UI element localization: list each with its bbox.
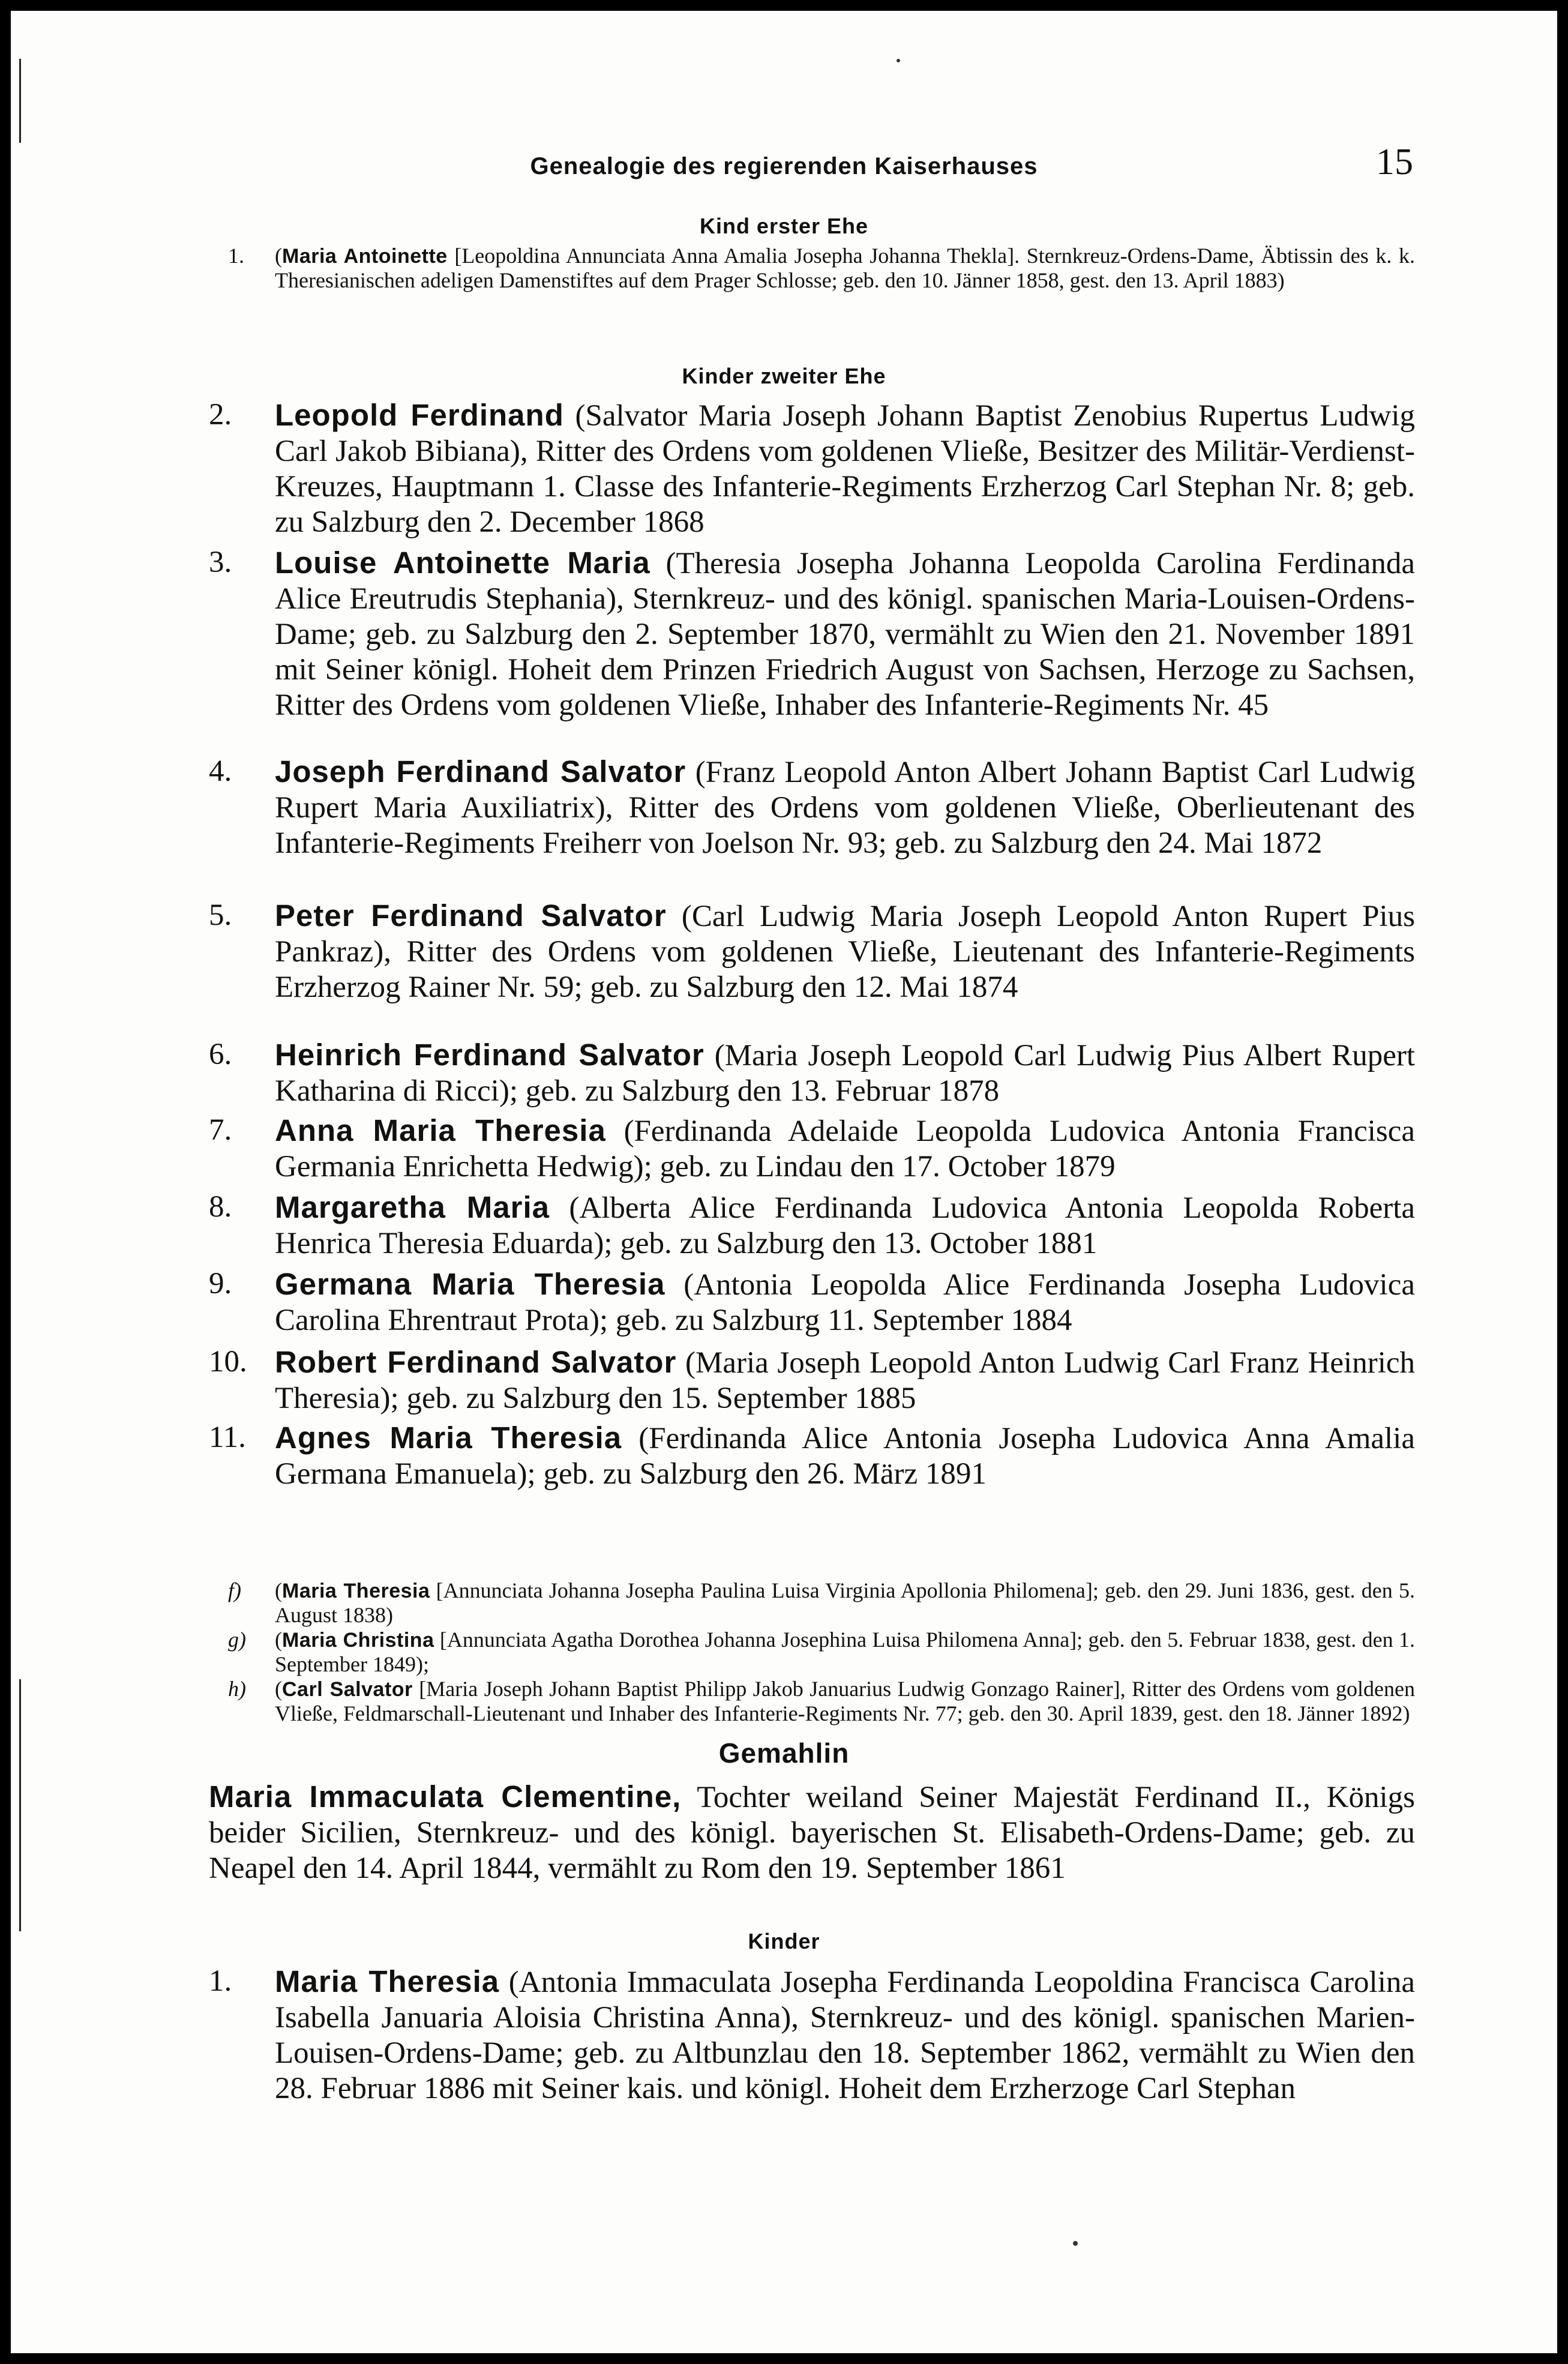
child-details: (Franz Leopold Anton Albert Johann Baptist Carl Ludwig Rupert Maria Auxiliatrix), Ritter des Ordens vom goldenen Vließe, Oberlieutenant des Infanterie-Regiments Freiherr von Joelson Nr. 93; geb. zu Salzburg den 24. Mai 1872: [275, 756, 1415, 860]
entry-number: 7.: [209, 1113, 232, 1147]
print-speck: [897, 59, 900, 62]
child-name: Maria Theresia: [275, 1964, 500, 1999]
entry-number: 1.: [228, 244, 244, 268]
child-name: Robert Ferdinand Salvator: [275, 1345, 677, 1379]
child-details: (Theresia Josepha Johanna Leopolda Carolina Ferdinanda Alice Ereutrudis Stephania), Sternkreuz- und des königl. spanischen Maria-Louisen-Ordens-Dame; geb. zu Salzburg den 2. September 1870, vermählt zu Wien den 21. November 1891 mit Seiner königl. Hoheit dem Prinzen Friedrich August von Sachsen, Herzoge zu Sachsen, Ritter des Ordens vom goldenen Vließe, Inhaber des Infanterie-Regiments Nr. 45: [275, 547, 1415, 722]
child-entry: [209, 1344, 1415, 1416]
child-entry: [209, 545, 1415, 723]
child-entry: [209, 397, 1415, 540]
entry-number: 2.: [209, 398, 232, 432]
entry-number: 8.: [209, 1190, 232, 1224]
sibling-details: [Annunciata Johanna Josepha Paulina Luisa Virginia Apollonia Philomena]; geb. den 29. Juni 1836, gest. den 5. August 1838): [275, 1578, 1415, 1627]
child-details: (Alberta Alice Ferdinanda Ludovica Antonia Leopolda Roberta Henrica Theresia Eduarda); geb. zu Salzburg den 13. October 1881: [275, 1191, 1415, 1260]
child-entry: [209, 1266, 1416, 1338]
child-entry: [209, 1190, 1415, 1262]
child-name: Joseph Ferdinand Salvator: [275, 754, 686, 789]
child-name: Agnes Maria Theresia: [275, 1421, 622, 1455]
sibling-name: Maria Theresia: [282, 1580, 430, 1602]
consort-entry: [209, 1779, 1415, 1886]
running-header-title: Genealogie des regierenden Kaiserhauses: [530, 153, 1038, 179]
child-name: Germana Maria Theresia: [275, 1267, 665, 1301]
child-name: Maria Antoinette: [282, 245, 448, 268]
entry-letter: f): [228, 1578, 241, 1602]
section-heading-consort: Gemahlin: [718, 1737, 850, 1769]
entry-number: 4.: [209, 754, 232, 788]
entry-number: 9.: [209, 1267, 232, 1301]
child-details: [Leopoldina Annunciata Anna Amalia Josepha Johanna Thekla]. Sternkreuz-Ordens-Dame, Äbtissin des k. k. Theresianischen adeligen Damenstiftes auf dem Prager Schlosse; geb. den 10. Jänner 1858, gest. den 13. April 1883): [275, 244, 1416, 292]
child-details: (Carl Ludwig Maria Joseph Leopold Anton Rupert Pius Pankraz), Ritter des Ordens vom goldenen Vließe, Lieutenant des Infanterie-Regiments Erzherzog Rainer Nr. 59; geb. zu Salzburg den 12. Mai 1874: [275, 900, 1415, 1004]
child-details: (Antonia Leopolda Alice Ferdinanda Josepha Ludovica Carolina Ehrentraut Prota); geb. zu Salzburg 11. September 1884: [275, 1268, 1416, 1337]
sibling-name: Maria Christina: [282, 1629, 434, 1652]
binding-edge-mark: [19, 59, 21, 143]
child-entry: [209, 1113, 1416, 1185]
child-details: (Ferdinanda Adelaide Leopolda Ludovica Antonia Francisca Germania Enrichetta Hedwig); geb. zu Lindau den 17. October 1879: [275, 1114, 1416, 1184]
print-speck: [1073, 2241, 1078, 2246]
section-heading-first-marriage: Kind erster Ehe: [699, 214, 869, 238]
child-details: (Maria Joseph Leopold Anton Ludwig Carl Franz Heinrich Theresia); geb. zu Salzburg den 15. September 1885: [275, 1346, 1415, 1415]
entry-number: 3.: [209, 546, 232, 579]
entry-letter: h): [228, 1677, 246, 1701]
child-entry: [209, 898, 1415, 1005]
child-details: (Antonia Immaculata Josepha Ferdinanda Leopoldina Francisca Carolina Isabella Januaria Aloisia Christina Anna), Sternkreuz- und des königl. spanischen Marien-Louisen-Ordens-Dame; geb. zu Altbunzlau den 18. September 1862, vermählt zu Wien den 28. Februar 1886 mit Seiner kais. und königl. Hoheit dem Erzherzoge Carl Stephan: [275, 1965, 1415, 2105]
child-name: Anna Maria Theresia: [275, 1113, 606, 1147]
child-name: Margaretha Maria: [275, 1190, 550, 1224]
entry-number: 1.: [209, 1964, 232, 1998]
child-entry: [209, 1964, 1415, 2107]
book-page: [11, 11, 1557, 2353]
sibling-details: [Annunciata Agatha Dorothea Johanna Josephina Luisa Philomena Anna]; geb. den 5. Februar 1838, gest. den 1. September 1849);: [275, 1628, 1415, 1676]
section-heading-consort-children: Kinder: [748, 1929, 820, 1953]
child-entry: [209, 1420, 1415, 1492]
entry-letter: g): [228, 1628, 246, 1652]
section-heading-second-marriage: Kinder zweiter Ehe: [682, 364, 886, 388]
child-name: Peter Ferdinand Salvator: [275, 898, 667, 933]
entry-number: 11.: [209, 1421, 246, 1454]
child-details: (Maria Joseph Leopold Carl Ludwig Pius Albert Rupert Katharina di Ricci); geb. zu Salzburg den 13. Februar 1878: [275, 1039, 1415, 1108]
sibling-entry: g) (Maria Christina [Annunciata Agatha Dorothea Johanna Josephina Luisa Philomena Anna]; geb. den 5. Februar 1838, gest. den 1. September 1849);: [228, 1628, 1415, 1676]
sibling-entry: f) (Maria Theresia [Annunciata Johanna Josepha Paulina Luisa Virginia Apollonia Philomena]; geb. den 29. Juni 1836, gest. den 5. August 1838): [228, 1578, 1415, 1627]
entry-number: 10.: [209, 1345, 247, 1379]
sibling-entry: h) (Carl Salvator [Maria Joseph Johann Baptist Philipp Jakob Januarius Ludwig Gonzago Rainer], Ritter des Ordens vom goldenen Vließe, Feldmarschall-Lieutenant und Inhaber des Infanterie-Regiments Nr. 77; geb. den 30. April 1839, gest. den 18. Jänner 1892): [228, 1677, 1415, 1725]
child-name: Leopold Ferdinand: [275, 398, 564, 432]
child-details: (Ferdinanda Alice Antonia Josepha Ludovica Anna Amalia Germana Emanuela); geb. zu Salzburg den 26. März 1891: [275, 1422, 1415, 1491]
child-entry: [209, 754, 1415, 861]
entry-number: 6.: [209, 1038, 232, 1071]
consort-name: Maria Immaculata Clementine,: [209, 1779, 682, 1814]
running-header: [11, 140, 1557, 182]
child-name: Louise Antoinette Maria: [275, 546, 650, 580]
sibling-details: [Maria Joseph Johann Baptist Philipp Jakob Januarius Ludwig Gonzago Rainer], Ritter des Ordens vom goldenen Vließe, Feldmarschall-Lieutenant und Inhaber des Infanterie-Regiments Nr. 77; geb. den 30. April 1839, gest. den 18. Jänner 1892): [275, 1677, 1415, 1725]
child-details: (Salvator Maria Joseph Johann Baptist Zenobius Rupertus Ludwig Carl Jakob Bibiana), Ritter des Ordens vom goldenen Vließe, Besitzer des Militär-Verdienst-Kreuzes, Hauptmann 1. Classe des Infanterie-Regiments Erzherzog Carl Stephan Nr. 8; geb. zu Salzburg den 2. December 1868: [275, 399, 1415, 539]
child-name: Heinrich Ferdinand Salvator: [275, 1038, 704, 1072]
child-entry: [209, 1037, 1415, 1109]
entry-number: 5.: [209, 898, 232, 932]
sibling-name: Carl Salvator: [282, 1678, 413, 1701]
child-entry: 1. (Maria Antoinette [Leopoldina Annunciata Anna Amalia Josepha Johanna Thekla]. Sternkreuz-Ordens-Dame, Äbtissin des k. k. Theresianischen adeligen Damenstiftes auf dem Prager Schlosse; geb. den 10. Jänner 1858, gest. den 13. April 1883): [228, 244, 1416, 292]
binding-edge-mark: [19, 1679, 21, 1931]
consort-details: Tochter weiland Seiner Majestät Ferdinand II., Königs beider Sicilien, Sternkreuz- und des königl. bayerischen St. Elisabeth-Ordens-Dame; geb. zu Neapel den 14. April 1844, vermählt zu Rom den 19. September 1861: [209, 1781, 1415, 1885]
page-number: 15: [1376, 142, 1413, 182]
